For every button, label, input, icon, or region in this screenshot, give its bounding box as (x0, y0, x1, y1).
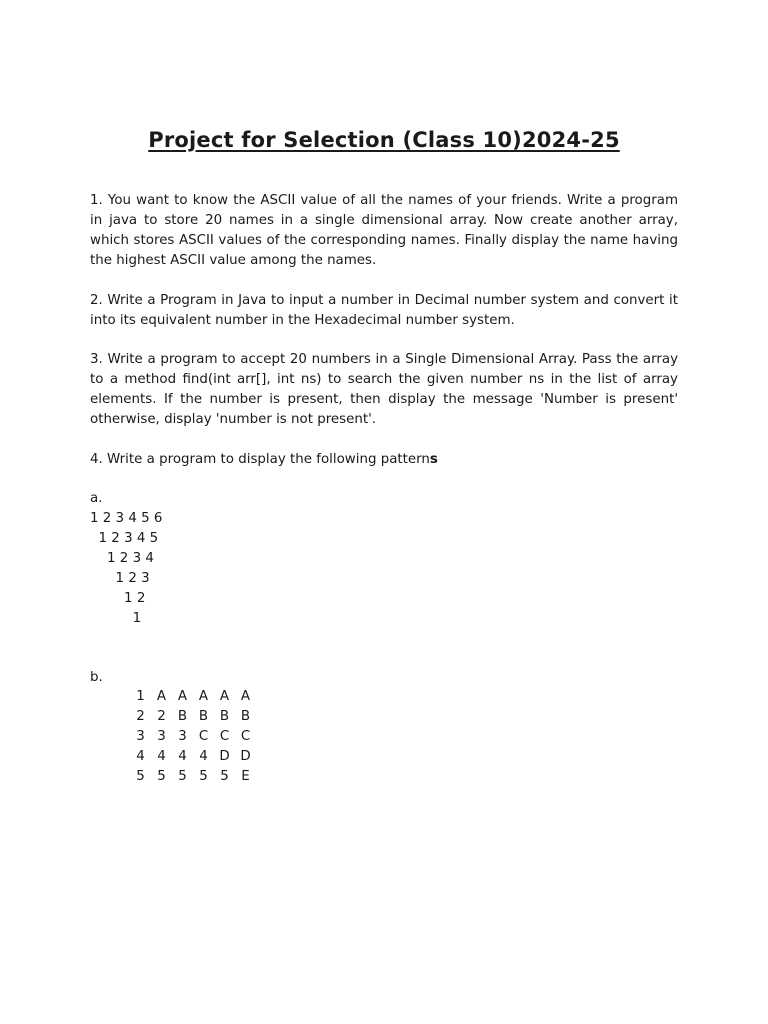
pattern-b-cell: 5 (157, 769, 166, 784)
question-4 (90, 450, 678, 470)
pattern-b-label: b. (90, 670, 103, 685)
pattern-b-cell: 4 (157, 749, 166, 764)
pattern-b-row (130, 767, 256, 787)
pattern-b-cell: C (198, 729, 209, 744)
pattern-b-cell: B (219, 709, 230, 724)
pattern-b-cell: D (240, 749, 251, 764)
pattern-b-cell: 2 (136, 709, 145, 724)
pattern-b-row (130, 707, 256, 727)
pattern-b-cell: 4 (136, 749, 145, 764)
pattern-a-row: 1 (90, 611, 142, 626)
pattern-b-cell: 5 (136, 769, 145, 784)
pattern-a-row: 1 2 (90, 591, 146, 606)
pattern-b-cell: A (198, 689, 209, 704)
pattern-b-cell: B (240, 709, 251, 724)
pattern-b-cell: B (198, 709, 209, 724)
pattern-b-cell: A (240, 689, 251, 704)
pattern-b-cell: A (219, 689, 230, 704)
pattern-b-cell: C (240, 729, 251, 744)
pattern-a-row: 1 2 3 (90, 571, 150, 586)
pattern-a-row: 1 2 3 4 5 (90, 531, 159, 546)
question-3: 3. Write a program to accept 20 numbers in a Single Dimensional Array. Pass the array to a method find(int arr[], int ns) to search the given number ns in the list of array elements. If the number is present, then display the message 'Number is present' otherwise, display 'number is not present'. (90, 352, 678, 427)
pattern-b-cell: 5 (178, 769, 187, 784)
pattern-b-cell: 4 (178, 749, 187, 764)
pattern-b-cell: 4 (199, 749, 208, 764)
question-1: 1. You want to know the ASCII value of all the names of your friends. Write a program in java to store 20 names in a single dimensional array. Now create another array, which stores ASCII values of the corresponding names. Finally display the name having the highest ASCII value among the names. (90, 193, 678, 268)
pattern-b-cell: 5 (220, 769, 229, 784)
pattern-b-cell: 3 (178, 729, 187, 744)
pattern-b-row (130, 727, 256, 747)
pattern-b-cell: 3 (136, 729, 145, 744)
pattern-b-cell: 2 (157, 709, 166, 724)
pattern-a (90, 509, 162, 629)
pattern-b-row (130, 747, 256, 767)
pattern-b (130, 687, 256, 787)
pattern-b-cell: D (219, 749, 230, 764)
pattern-b-cell: B (177, 709, 188, 724)
question-2: 2. Write a Program in Java to input a number in Decimal number system and convert it into its equivalent number in the Hexadecimal number system. (90, 293, 678, 328)
pattern-b-cell: 1 (136, 689, 145, 704)
pattern-a-label: a. (90, 491, 103, 506)
question-4-text: 4. Write a program to display the following pattern (90, 452, 430, 467)
question-4-bold-suffix: s (429, 452, 438, 467)
pattern-b-cell: E (241, 769, 250, 784)
pattern-b-cell: C (219, 729, 230, 744)
pattern-b-row (130, 687, 256, 707)
pattern-b-cell: A (177, 689, 188, 704)
page-title: Project for Selection (Class 10)2024-25 (148, 128, 620, 152)
pattern-b-cell: 5 (199, 769, 208, 784)
pattern-a-row: 1 2 3 4 (90, 551, 154, 566)
pattern-b-cell: 3 (157, 729, 166, 744)
pattern-a-row: 1 2 3 4 5 6 (90, 511, 163, 526)
pattern-b-cell: A (156, 689, 167, 704)
